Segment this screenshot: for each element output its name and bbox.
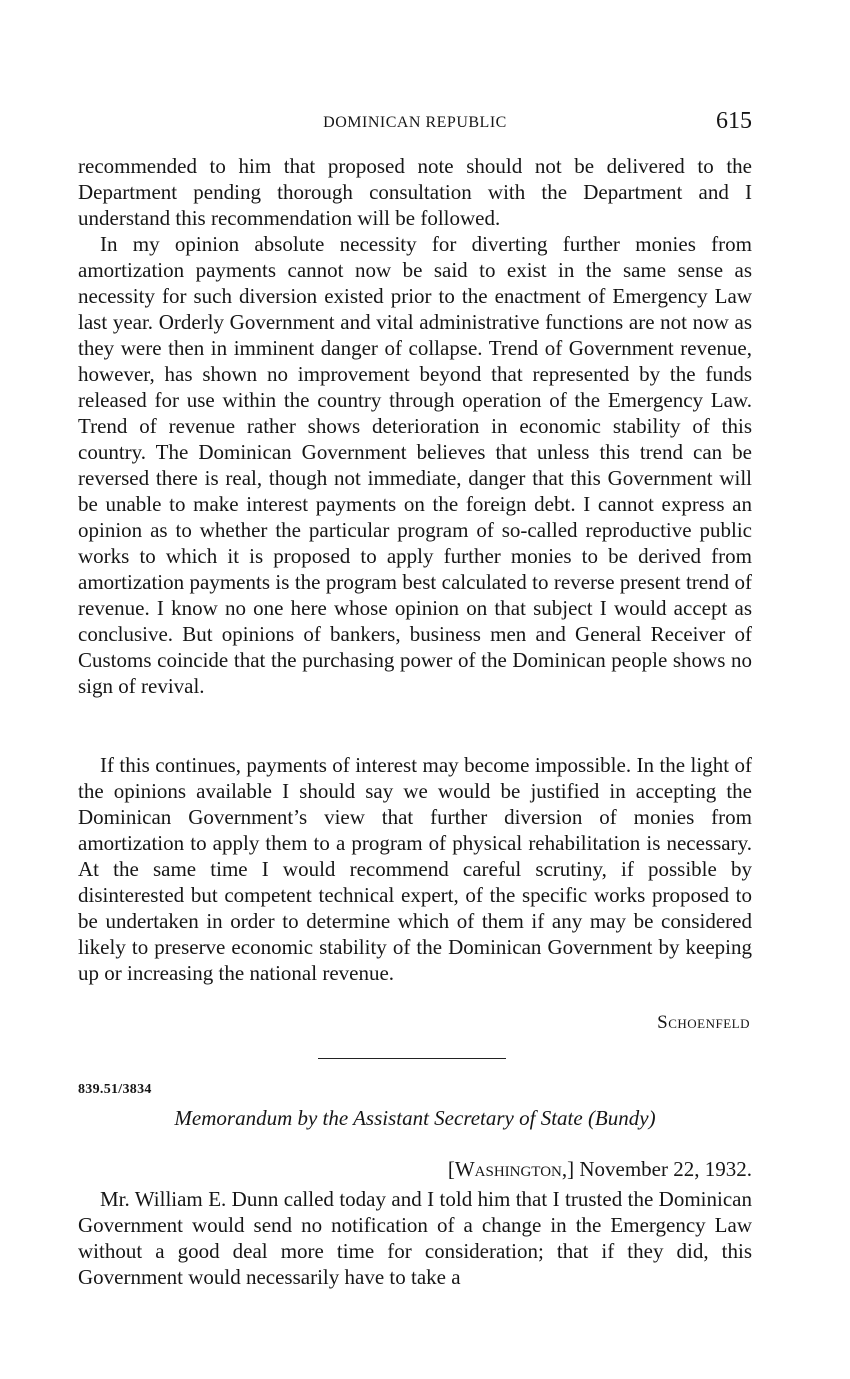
dateline-place: [Washington,] <box>447 1157 575 1181</box>
body-paragraph-2: In my opinion absolute necessity for diverting further monies from amortization payments cannot now be said to exist in the same sense as necessity for such diversion existed prior to the enactment of Emergency Law last year. Orderly Government and vital administrative functions are not now as they were then in imminent danger of collapse. Trend of Government revenue, however, has shown no improvement beyond that represented by the funds released for use within the country through operation of the Emergency Law. Trend of revenue rather shows deterioration in economic stability of this country. The Dominican Government believes that unless this trend can be reversed there is real, though not immediate, danger that this Government will be unable to make interest payments on the foreign debt. I cannot express an opinion as to whether the particular program of so-called reproductive public works to which it is proposed to apply further monies to be derived from amortization payments is the program best calculated to reverse present trend of revenue. I know no one here whose opinion on that subject I would accept as conclusive. But opinions of bankers, business men and General Receiver of Customs coincide that the purchasing power of the Dominican people shows no sign of revival. <box>78 232 752 698</box>
memorandum-paragraph: Mr. William E. Dunn called today and I told him that I trusted the Dominican Government would send no notification of a change in the Emergency Law without a good deal more time for consideration; that if they did, this Government would necessarily have to take a <box>78 1187 752 1289</box>
section-divider <box>318 1058 506 1059</box>
body-paragraph-1: recommended to him that proposed note should not be delivered to the Department pending thorough consultation with the Department and I understand this recommendation will be followed. <box>78 154 752 230</box>
body-paragraph-3: If this continues, payments of interest may become impossible. In the light of the opinions available I should say we would be justified in accepting the Dominican Government’s view that further diversion of monies from amortization to apply them to a program of physical rehabilitation is necessary. At the same time I would recommend careful scrutiny, if possible by disinterested but competent technical expert, of the specific works proposed to be undertaken in order to determine which of them if any may be considered likely to preserve economic stability of the Dominican Government by keeping up or increasing the national revenue. <box>78 753 752 985</box>
file-number: 839.51/3834 <box>78 1082 152 1097</box>
running-head: DOMINICAN REPUBLIC <box>323 114 507 131</box>
page-number: 615 <box>716 108 752 134</box>
memorandum-title: Memorandum by the Assistant Secretary of State (Bundy) <box>174 1106 656 1130</box>
signature: Schoenfeld <box>657 1012 750 1033</box>
page-header <box>78 108 752 138</box>
dateline-date: November 22, 1932. <box>579 1157 752 1181</box>
dateline <box>448 1157 752 1182</box>
